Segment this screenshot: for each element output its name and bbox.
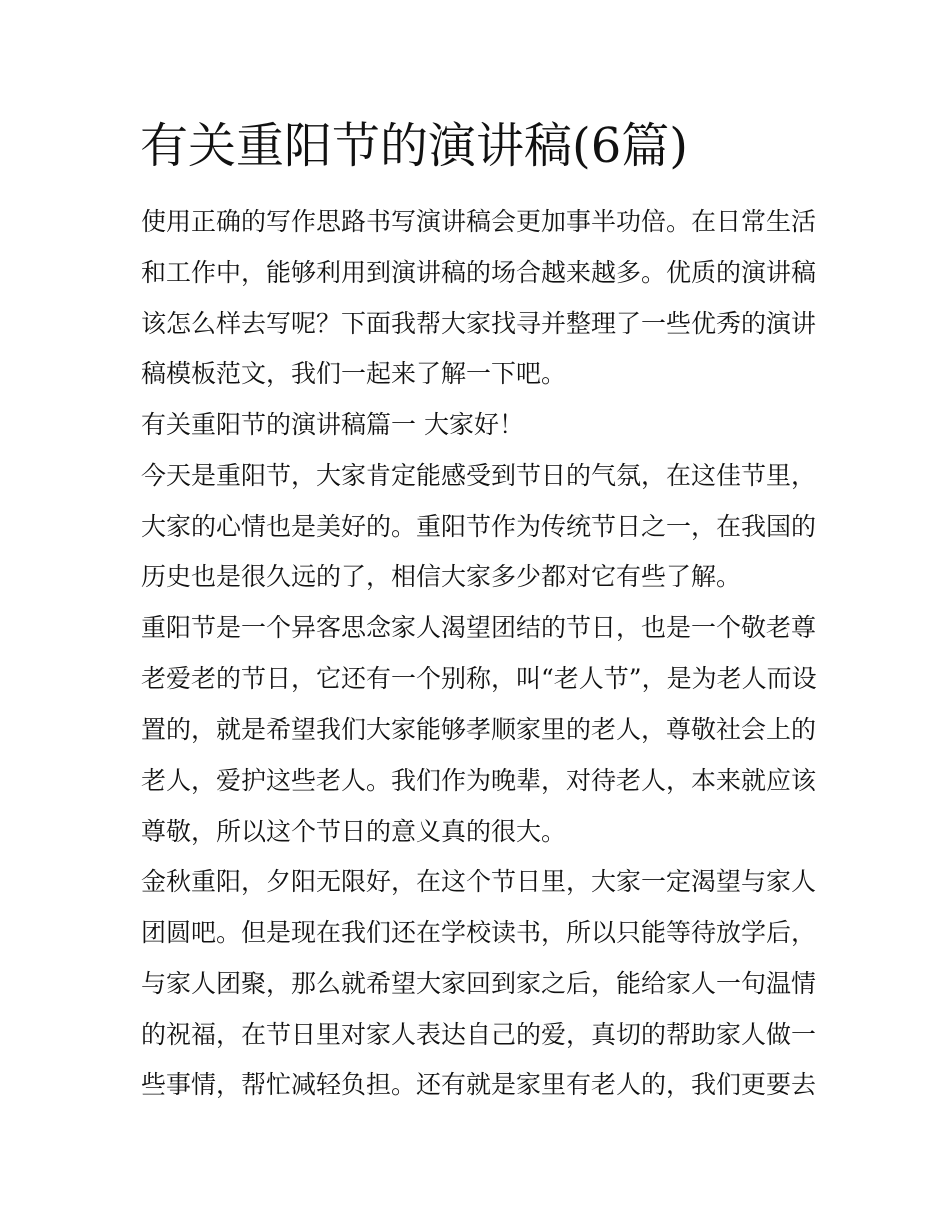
body-line: 金秋重阳，夕阳无限好，在这个节日里，大家一定渴望与家人 <box>141 867 817 896</box>
section-heading-line: 有关重阳节的演讲稿篇一 大家好！ <box>141 410 524 439</box>
body-line: 今天是重阳节，大家肯定能感受到节日的气氛，在这佳节里， <box>141 461 817 490</box>
body-line: 历史也是很久远的了，相信大家多少都对它有些了解。 <box>141 562 742 591</box>
body-line: 老爱老的节日，它还有一个别称，叫“老人节”，是为老人而设 <box>141 664 817 693</box>
body-line: 使用正确的写作思路书写演讲稿会更加事半功倍。在日常生活 <box>141 207 817 236</box>
body-line: 的祝福，在节日里对家人表达自己的爱，真切的帮助家人做一 <box>141 1020 817 1049</box>
body-line: 与家人团聚，那么就希望大家回到家之后，能给家人一句温情 <box>141 969 817 998</box>
body-line: 稿模板范文，我们一起来了解一下吧。 <box>141 359 567 388</box>
body-line: 该怎么样去写呢？下面我帮大家找寻并整理了一些优秀的演讲 <box>141 309 817 338</box>
body-line: 尊敬，所以这个节日的意义真的很大。 <box>141 817 567 846</box>
body-line: 置的，就是希望我们大家能够孝顺家里的老人，尊敬社会上的 <box>141 715 817 744</box>
body-line: 和工作中，能够利用到演讲稿的场合越来越多。优质的演讲稿 <box>141 258 817 287</box>
body-line: 大家的心情也是美好的。重阳节作为传统节日之一，在我国的 <box>141 512 817 541</box>
body-line: 些事情，帮忙减轻负担。还有就是家里有老人的，我们更要去 <box>141 1070 817 1099</box>
body-line: 重阳节是一个异客思念家人渴望团结的节日，也是一个敬老尊 <box>141 613 817 642</box>
body-line: 团圆吧。但是现在我们还在学校读书，所以只能等待放学后， <box>141 918 817 947</box>
document-title: 有关重阳节的演讲稿(6篇) <box>140 118 688 174</box>
body-line: 老人，爱护这些老人。我们作为晚辈，对待老人，本来就应该 <box>141 766 817 795</box>
